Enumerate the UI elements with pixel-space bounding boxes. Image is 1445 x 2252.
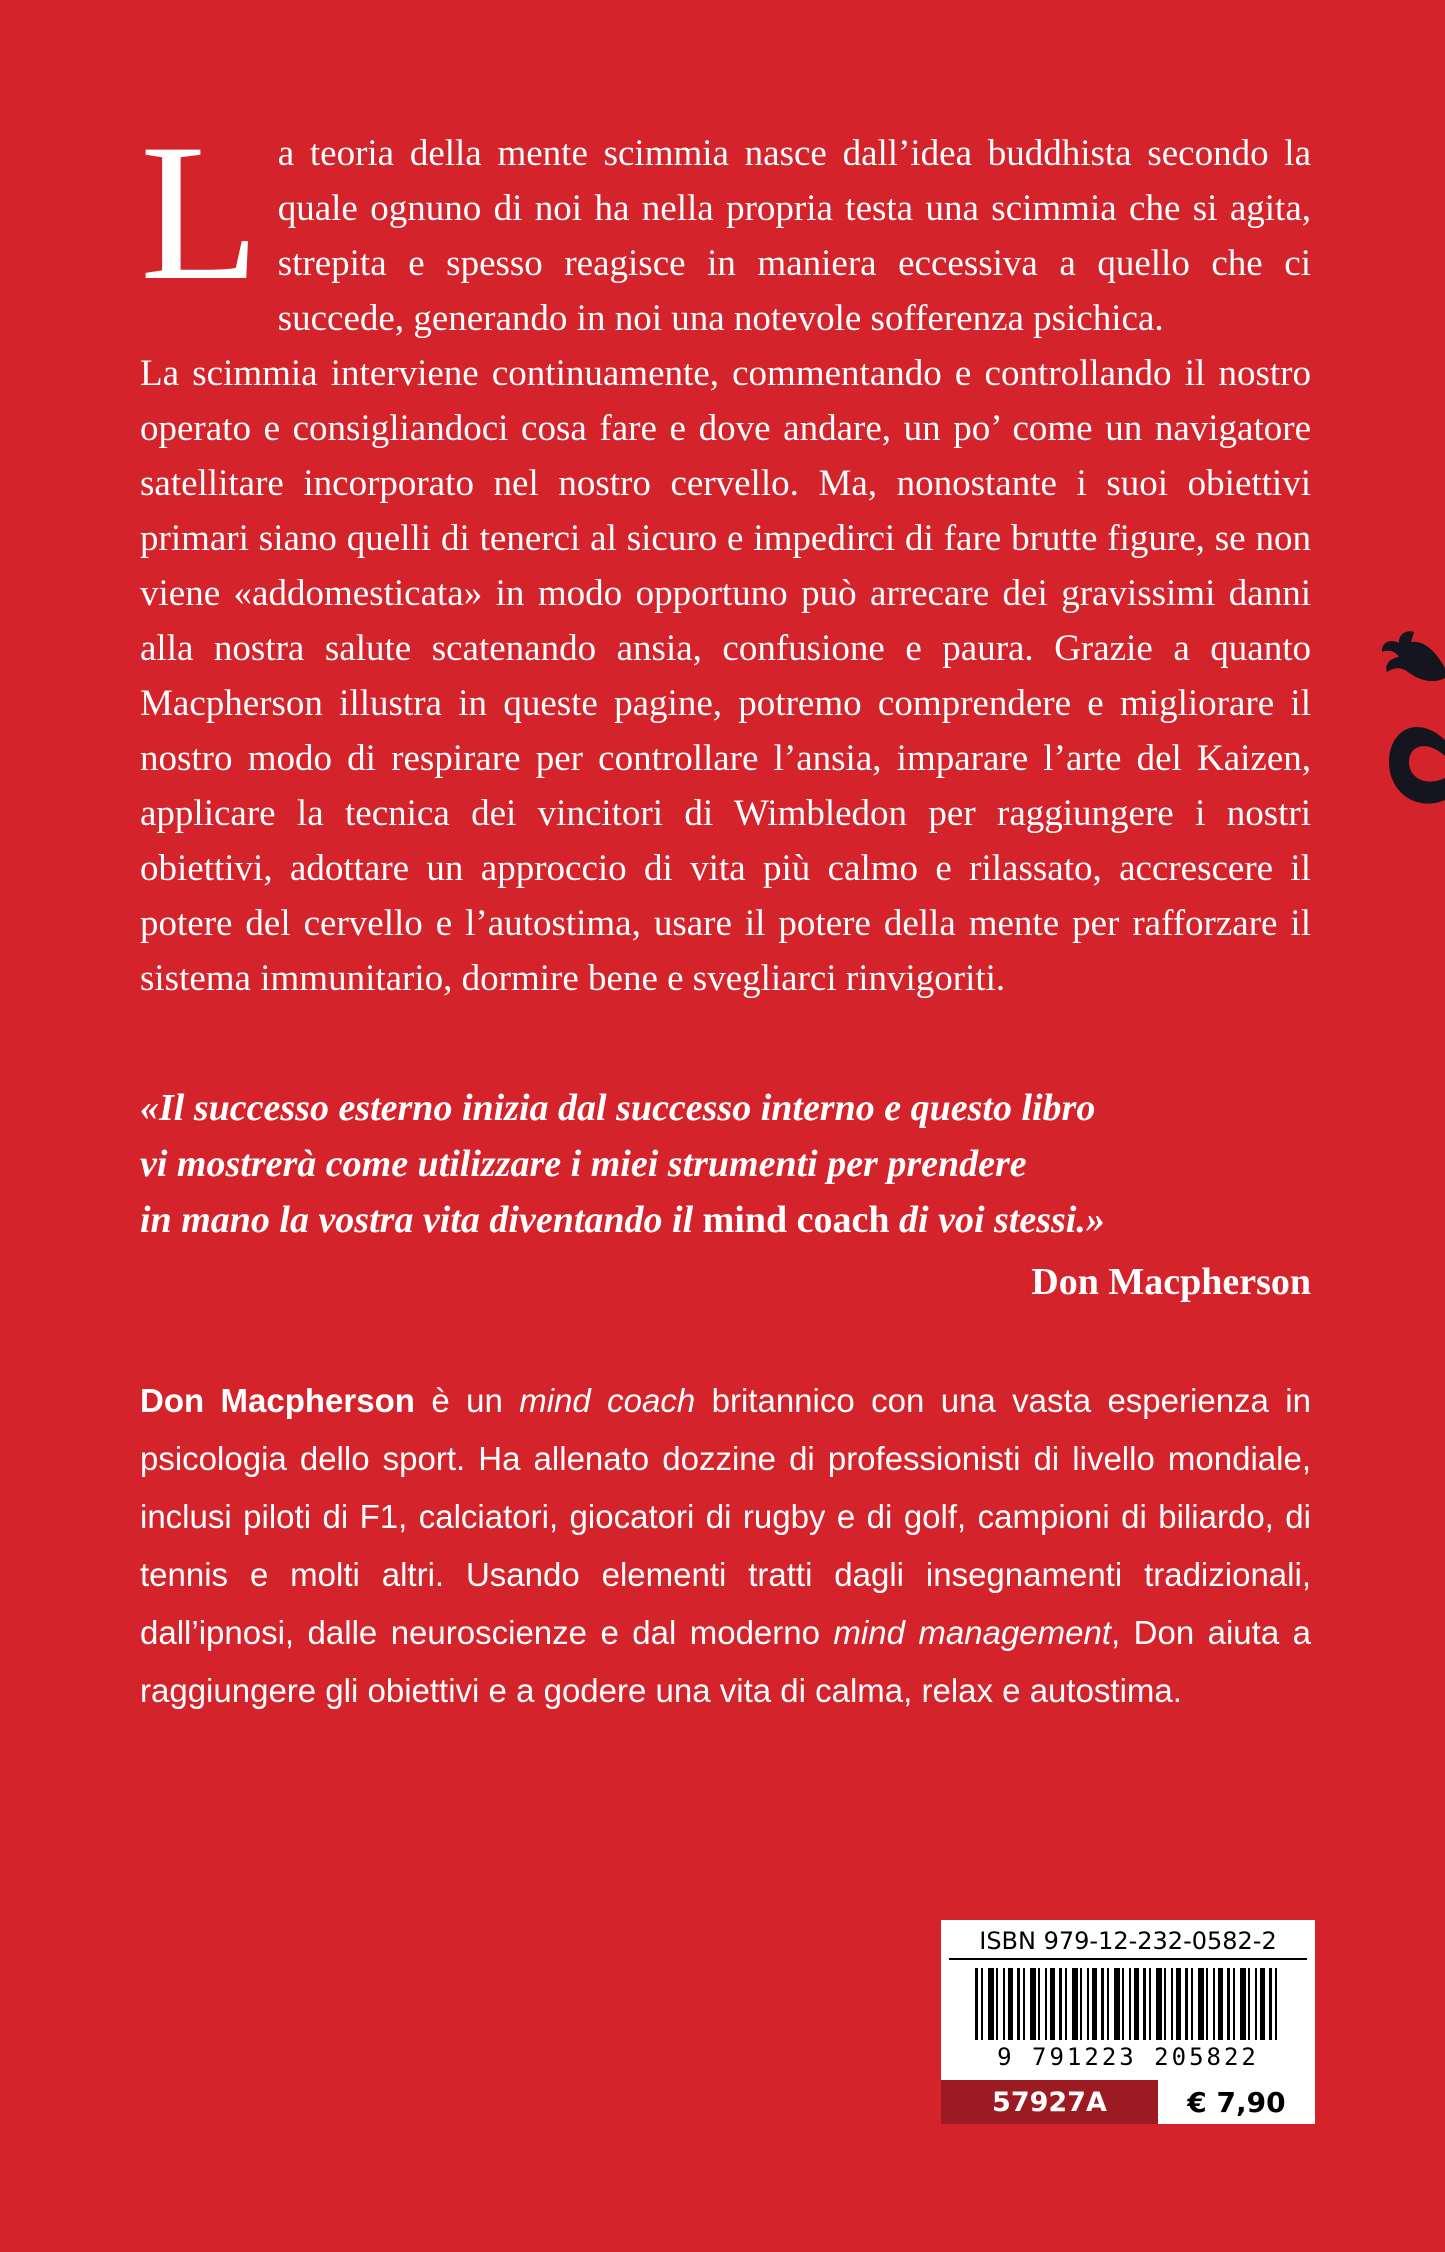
price: € 7,90 <box>1158 2080 1315 2124</box>
author-bio <box>140 1372 1311 1720</box>
author-name: Don Macpherson <box>140 1382 415 1419</box>
quote-line-3-pre: in mano la vostra vita diventando il <box>140 1199 703 1241</box>
synopsis-paragraph-2: La scimmia interviene continuamente, commentando e controllando il nostro operato e consigliandoci cosa fare e dove andare, un po’ come un navigatore satellitare incorporato nel nostro cervello. Ma, nonostante i suoi obiettivi primari siano quelli di tenerci al sicuro e impedirci di fare brutte figure, se non viene «addomesticata» in modo opportuno può arrecare dei gravissimi danni alla nostra salute scatenando ansia, confusione e paura. Grazie a quanto Macpherson illustra in queste pagine, potremo comprendere e migliorare il nostro modo di respirare per controllare l’ansia, imparare l’arte del Kaizen, applicare la tecnica dei vincitori di Wimbledon per raggiungere i nostri obiettivi, adottare un approccio di vita più calmo e rilassato, accrescere il potere del cervello e l’autostima, usare il potere della mente per rafforzare il sistema immunitario, dormire bene e svegliarci rinvigoriti. <box>140 353 1311 999</box>
isbn-label: ISBN 979-12-232-0582-2 <box>949 1922 1307 1960</box>
bio-italic-2: mind management <box>833 1614 1112 1651</box>
price-strip <box>941 2080 1315 2124</box>
bio-segment-1: è un <box>414 1382 520 1419</box>
bio-segment-2: britannico con una vasta esperienza in psicologia dello sport. Ha allenato dozzine di professionisti di livello mondiale, inclusi piloti di F1, calciatori, giocatori di rugby e di golf, campioni di biliardo, di tennis e molti altri. Usando elementi tratti dagli insegnamenti tradizionali, dall’ipnosi, dalle neuroscienze e dal moderno <box>140 1382 1311 1651</box>
quote-line-3 <box>140 1192 1311 1248</box>
barcode <box>975 1968 1281 2040</box>
edition-code: 57927A <box>941 2080 1158 2124</box>
bio-italic-1: mind coach <box>519 1382 696 1419</box>
monkey-silhouette <box>1377 628 1445 834</box>
synopsis-paragraph-1 <box>140 104 1311 346</box>
barcode-panel <box>941 1920 1315 2124</box>
quote-attribution: Don Macpherson <box>1031 1261 1311 1303</box>
endorsement-quote <box>140 1080 1311 1310</box>
barcode-digits: 9 791223 205822 <box>997 2043 1259 2071</box>
quote-line-2: vi mostrerà come utilizzare i miei strumenti per prendere <box>140 1143 1027 1185</box>
synopsis <box>140 104 1311 1006</box>
quote-line-3-post: di voi stessi.» <box>889 1199 1105 1241</box>
synopsis-paragraph-1-text: a teoria della mente scimmia nasce dall’idea buddhista secondo la quale ognuno di noi ha nella propria testa una scimmia che si agita, strepita e spesso reagisce in maniera eccessiva a quello che ci succede, generando in noi una notevole sofferenza psichica. <box>277 133 1311 339</box>
bio-segment-3: , Don aiuta a raggiungere gli obiettivi e a godere una vita di calma, relax e autostima. <box>140 1614 1311 1709</box>
quote-line-3-bold: mind coach <box>702 1199 890 1241</box>
quote-line-1: «Il successo esterno inizia dal successo interno e questo libro <box>140 1087 1096 1129</box>
drop-cap: L <box>140 104 260 321</box>
